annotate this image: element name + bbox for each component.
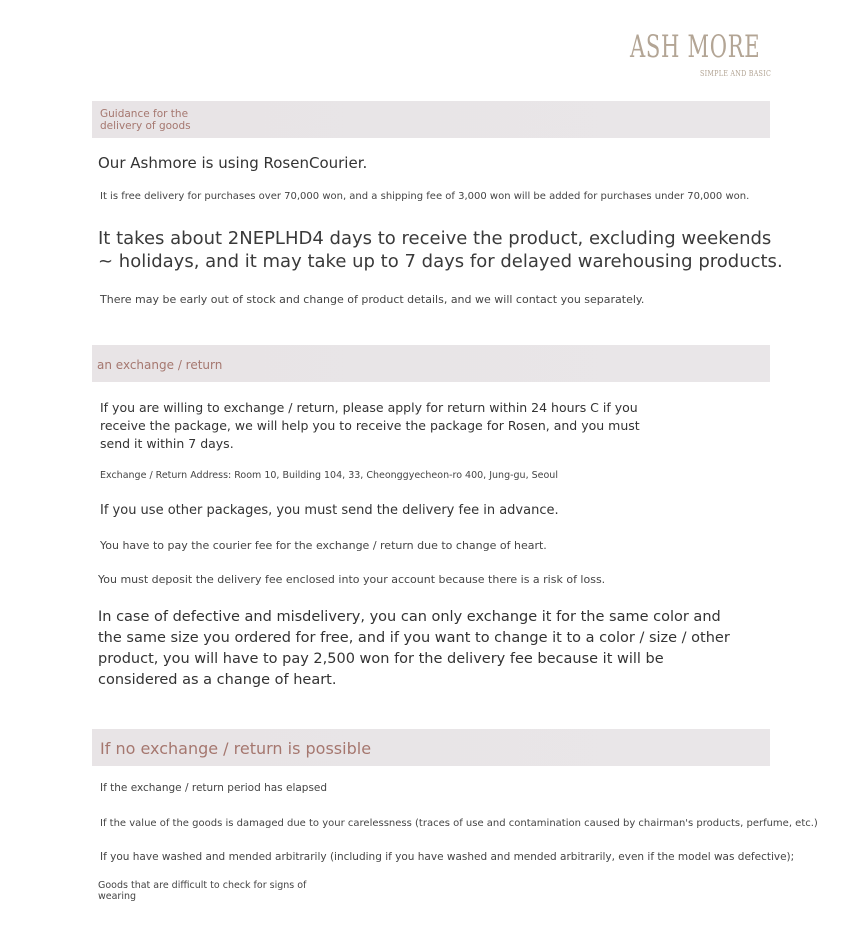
defect-line4: considered as a change of heart. bbox=[98, 672, 337, 688]
brand-logo: ASH MORE bbox=[630, 29, 761, 65]
delivery-title-line2: delivery of goods bbox=[100, 120, 191, 132]
wearing-line1: Goods that are difficult to check for signs of bbox=[98, 880, 307, 891]
exchange-apply-line2: receive the package, we will help you to receive the package for Rosen, and you must bbox=[100, 418, 640, 433]
exchange-apply-line1: If you are willing to exchange / return, please apply for return within 24 hours C if you bbox=[100, 400, 638, 415]
damaged-notice: If the value of the goods is damaged due to your carelessness (traces of use and contamination caused by chairman's products, perfume, etc.) bbox=[100, 818, 818, 829]
exchange-title: an exchange / return bbox=[97, 358, 223, 372]
defect-line3: product, you will have to pay 2,500 won for the delivery fee because it will be bbox=[98, 651, 664, 667]
defect-line1: In case of defective and misdelivery, you can only exchange it for the same color and bbox=[98, 609, 721, 625]
delivery-title-line1: Guidance for the bbox=[100, 108, 189, 120]
no-exchange-title: If no exchange / return is possible bbox=[100, 739, 372, 758]
exchange-apply-line3: send it within 7 days. bbox=[100, 436, 234, 451]
deposit-notice: You must deposit the delivery fee enclosed into your account because there is a risk of loss. bbox=[98, 573, 606, 586]
shipping-fee-info: It is free delivery for purchases over 70,000 won, and a shipping fee of 3,000 won will be added for purchases under 70,000 won. bbox=[100, 191, 750, 202]
delivery-time-line2: ~ holidays, and it may take up to 7 days for delayed warehousing products. bbox=[98, 251, 783, 272]
courier-info: Our Ashmore is using RosenCourier. bbox=[98, 154, 368, 172]
courier-fee-notice: You have to pay the courier fee for the exchange / return due to change of heart. bbox=[100, 539, 547, 552]
brand-tagline: SIMPLE AND BASIC bbox=[700, 69, 772, 78]
washed-notice: If you have washed and mended arbitrarily (including if you have washed and mended arbitrarily, even if the model was defective); bbox=[100, 851, 795, 863]
delivery-time-info bbox=[98, 227, 783, 273]
delivery-time-line1: It takes about 2NEPLHD4 days to receive the product, excluding weekends bbox=[98, 228, 772, 249]
wearing-line2: wearing bbox=[98, 891, 137, 902]
defect-line2: the same size you ordered for free, and if you want to change it to a color / size / other bbox=[98, 630, 730, 646]
return-address: Exchange / Return Address: Room 10, Building 104, 33, Cheonggyecheon-ro 400, Jung-gu, Seoul bbox=[100, 470, 558, 481]
stock-notice: There may be early out of stock and change of product details, and we will contact you separately. bbox=[100, 293, 645, 306]
wearing-notice bbox=[98, 880, 306, 902]
delivery-section-header bbox=[92, 101, 770, 138]
no-exchange-section-header bbox=[92, 729, 770, 766]
period-elapsed-notice: If the exchange / return period has elapsed bbox=[100, 782, 328, 794]
defect-policy bbox=[98, 607, 730, 691]
other-packages-notice: If you use other packages, you must send the delivery fee in advance. bbox=[100, 503, 559, 518]
exchange-apply-info bbox=[100, 399, 640, 453]
exchange-section-header bbox=[92, 345, 770, 382]
